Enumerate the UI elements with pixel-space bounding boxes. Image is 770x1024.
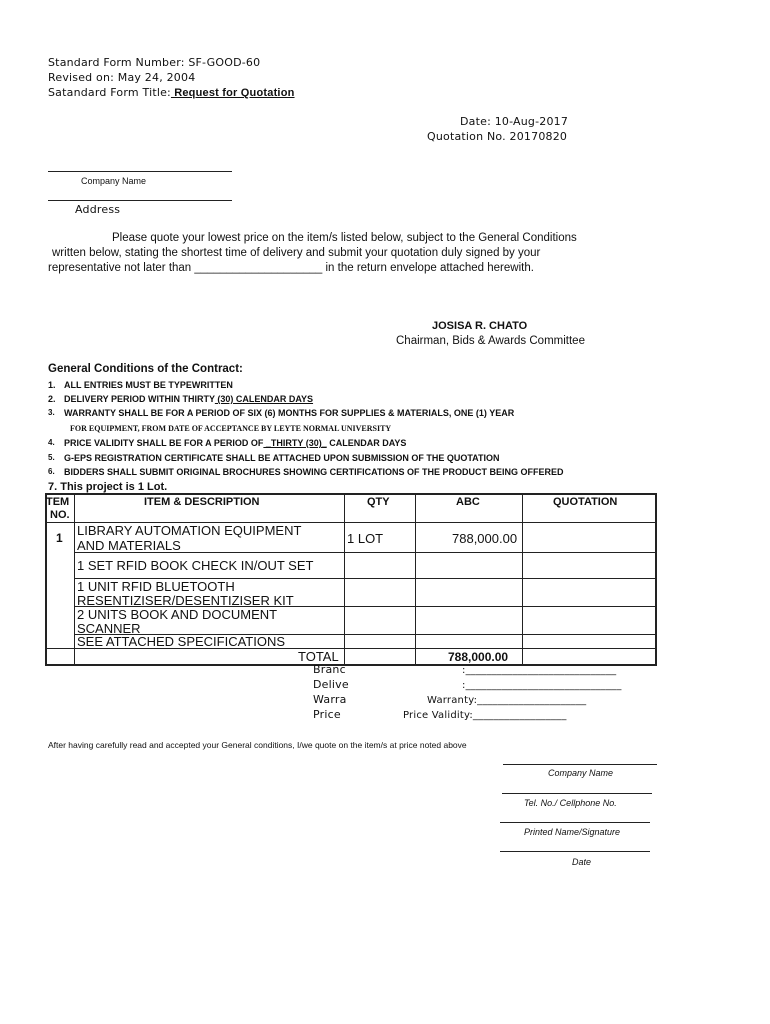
- table-divider: [522, 493, 523, 666]
- condition-number: 3.: [48, 408, 55, 417]
- condition-item: [64, 438, 406, 448]
- warranty-field: Warranty:_____________________: [427, 695, 587, 706]
- signature-line: [503, 764, 657, 765]
- form-number: Standard Form Number: SF-GOOD-60: [48, 56, 261, 69]
- condition-number: 2.: [48, 394, 56, 404]
- address-label: Address: [75, 203, 121, 216]
- signature-line: [500, 851, 650, 852]
- branch-field: :_____________________________: [462, 665, 617, 676]
- sig-tel-no: Tel. No./ Cellphone No.: [524, 798, 617, 808]
- table-divider: [344, 493, 345, 666]
- sig-company-name: Company Name: [548, 768, 614, 778]
- total-label: TOTAL: [298, 649, 339, 664]
- header-quotation: QUOTATION: [553, 496, 618, 508]
- table-divider: [74, 493, 75, 666]
- company-name-label: Company Name: [81, 176, 147, 186]
- branch-label: Branc: [313, 663, 346, 676]
- header-abc: ABC: [456, 496, 480, 508]
- price-validity-field: Price Validity:__________________: [403, 710, 567, 721]
- sig-date: Date: [572, 857, 592, 867]
- document-date: Date: 10-Aug-2017: [460, 115, 569, 128]
- row-description: RESENTIZISER/DESENTIZISER KIT: [77, 593, 294, 608]
- row-abc: 788,000.00: [452, 531, 518, 546]
- intro-line-3: representative not later than ____________________ in the return envelope attached herewith.: [48, 262, 534, 274]
- revised-date: Revised on: May 24, 2004: [48, 71, 196, 84]
- condition-item: ALL ENTRIES MUST BE TYPEWRITTEN: [64, 380, 233, 390]
- condition-number: 1.: [48, 380, 56, 390]
- intro-line-1: Please quote your lowest price on the item/s listed below, subject to the General Conditions: [112, 232, 577, 244]
- project-lot-note: 7. This project is 1 Lot.: [48, 481, 168, 493]
- row-description: 1 SET RFID BOOK CHECK IN/OUT SET: [77, 558, 314, 573]
- form-title: Request for Quotation: [170, 87, 295, 99]
- total-value: 788,000.00: [448, 650, 509, 664]
- condition-item-text: DELIVERY PERIOD WITHIN THIRTY: [64, 394, 215, 404]
- delivery-field: :______________________________: [462, 680, 622, 691]
- row-description: 1 UNIT RFID BLUETOOTH: [77, 579, 235, 594]
- warranty-label: Warra: [313, 693, 347, 706]
- delivery-label: Delive: [313, 678, 349, 691]
- condition-number: 6.: [48, 467, 55, 476]
- condition-item-underlined: _THIRTY (30)_: [263, 438, 327, 448]
- company-name-line: [48, 171, 232, 172]
- header-description: ITEM & DESCRIPTION: [144, 496, 260, 508]
- condition-item: G-EPS REGISTRATION CERTIFICATE SHALL BE ATTACHED UPON SUBMISSION OF THE QUOTATION: [64, 453, 500, 463]
- condition-number: 4.: [48, 438, 55, 447]
- condition-item: WARRANTY SHALL BE FOR A PERIOD OF SIX (6) MONTHS FOR SUPPLIES & MATERIALS, ONE (1) YEAR: [64, 408, 515, 418]
- condition-item: BIDDERS SHALL SUBMIT ORIGINAL BROCHURES SHOWING CERTIFICATIONS OF THE PRODUCT BEING OFFERED: [64, 467, 564, 477]
- row-description: 2 UNITS BOOK AND DOCUMENT: [77, 607, 278, 622]
- form-title-prefix: Satandard Form Title:: [48, 86, 171, 99]
- price-label: Price: [313, 708, 341, 721]
- header-item-no: NO.: [50, 509, 70, 521]
- condition-item: [64, 394, 313, 404]
- condition-item-underlined: (30) CALENDAR DAYS: [214, 394, 314, 404]
- table-divider: [415, 493, 416, 666]
- header-qty: QTY: [367, 496, 390, 508]
- signature-line: [500, 822, 650, 823]
- row-description: LIBRARY AUTOMATION EQUIPMENT: [77, 523, 302, 538]
- row-description: SEE ATTACHED SPECIFICATIONS: [77, 634, 286, 649]
- header-item-no: TEM: [46, 496, 70, 508]
- condition-number: 5.: [48, 453, 55, 462]
- signatory-position: Chairman, Bids & Awards Committee: [396, 335, 585, 347]
- signatory-name: JOSISA R. CHATO: [432, 320, 528, 332]
- intro-line-2: written below, stating the shortest time of delivery and submit your quotation duly signed by your: [52, 247, 541, 259]
- sig-printed-name: Printed Name/Signature: [524, 827, 621, 837]
- condition-item-after: CALENDAR DAYS: [326, 438, 407, 448]
- condition-item-text: PRICE VALIDITY SHALL BE FOR A PERIOD OF: [64, 438, 264, 448]
- conditions-heading: General Conditions of the Contract:: [48, 363, 243, 375]
- form-title-line: [48, 86, 295, 99]
- row-item-number: 1: [56, 531, 63, 545]
- row-qty: 1 LOT: [347, 531, 384, 546]
- signature-line: [502, 793, 652, 794]
- acceptance-statement: After having carefully read and accepted your General conditions, I/we quote on the item/s at price noted above: [48, 740, 467, 750]
- quotation-number: Quotation No. 20170820: [427, 130, 568, 143]
- address-line: [48, 200, 232, 201]
- condition-item-continuation: FOR EQUIPMENT, FROM DATE OF ACCEPTANCE BY LEYTE NORMAL UNIVERSITY: [70, 424, 392, 433]
- row-description: SCANNER: [77, 621, 141, 636]
- row-description: AND MATERIALS: [77, 538, 181, 553]
